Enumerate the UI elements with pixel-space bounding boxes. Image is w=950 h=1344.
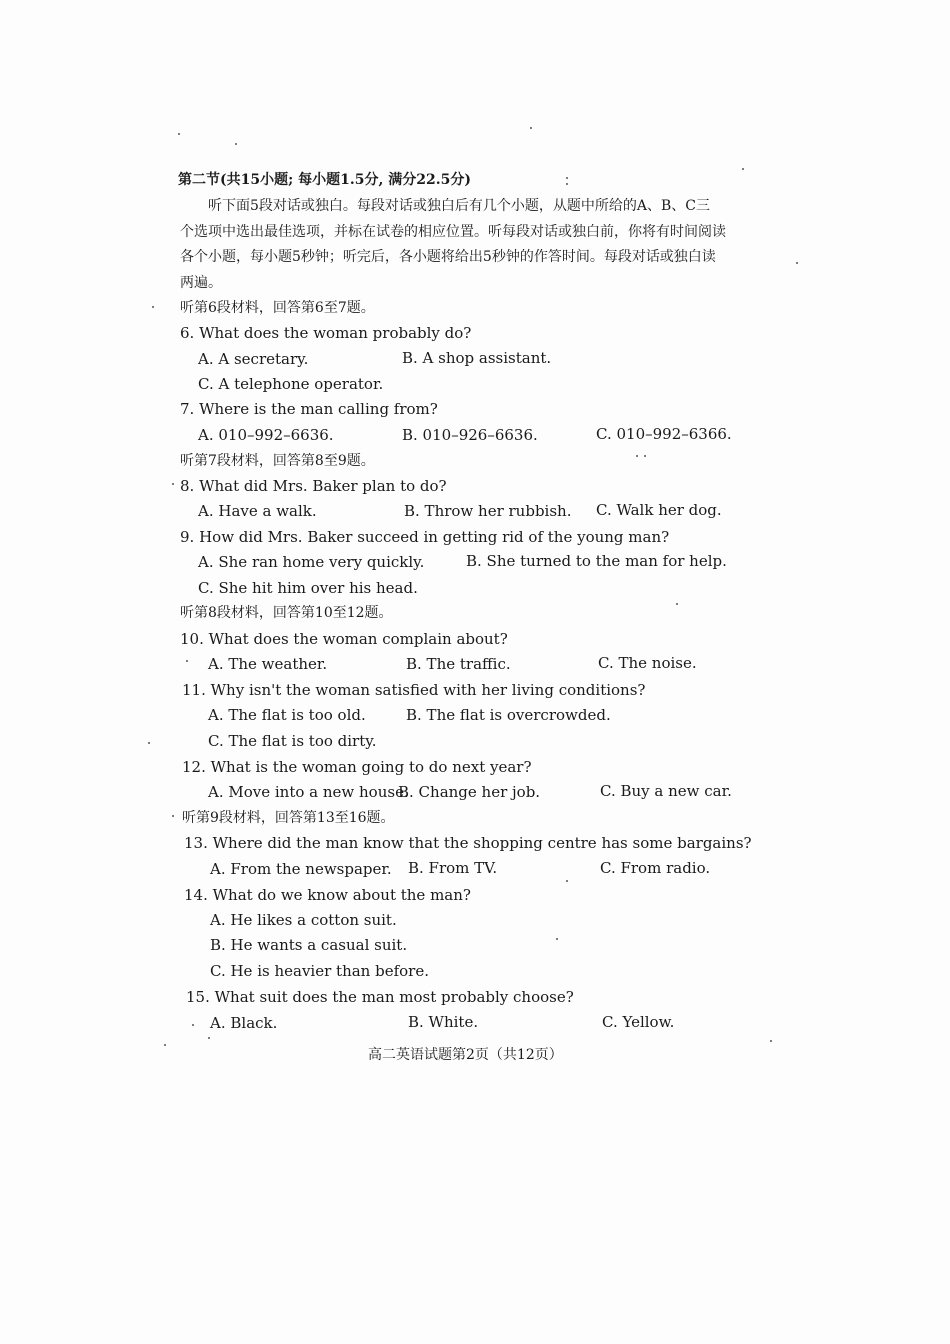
q10-option-a: A. The weather.	[208, 655, 328, 673]
section-heading: 第二节(共15小题; 每小题1.5分, 满分22.5分)	[178, 172, 471, 188]
q7-option-c: C. 010–992–6366.	[596, 425, 732, 443]
question-6: 6. What does the woman probably do?	[180, 324, 472, 342]
question-9: 9. How did Mrs. Baker succeed in getting rid of the young man?	[180, 528, 670, 546]
scan-speck	[566, 880, 568, 882]
q14-option-a: A. He likes a cotton suit.	[210, 911, 397, 929]
page-footer: 高二英语试题第2页（共12页）	[368, 1047, 563, 1063]
q11-option-b: B. The flat is overcrowded.	[406, 706, 611, 724]
scan-speck	[530, 127, 532, 129]
scan-speck	[566, 177, 568, 179]
q8-option-c: C. Walk her dog.	[596, 501, 722, 519]
question-7: 7. Where is the man calling from?	[180, 400, 438, 418]
scan-speck	[636, 455, 638, 457]
scan-speck	[235, 143, 237, 145]
scan-speck	[676, 603, 678, 605]
q13-option-c: C. From radio.	[600, 859, 711, 877]
q7-option-a: A. 010–992–6636.	[198, 426, 334, 444]
scan-speck	[152, 306, 154, 308]
q14-option-c: C. He is heavier than before.	[210, 962, 429, 980]
scan-speck	[796, 262, 798, 264]
q10-option-b: B. The traffic.	[406, 655, 511, 673]
q8-option-a: A. Have a walk.	[198, 502, 317, 520]
question-13: 13. Where did the man know that the shopping centre has some bargains?	[184, 834, 752, 852]
scan-speck	[172, 815, 174, 817]
scan-speck	[148, 742, 150, 744]
q11-option-a: A. The flat is too old.	[208, 706, 366, 724]
question-12: 12. What is the woman going to do next year?	[182, 758, 532, 776]
scan-speck	[770, 1040, 772, 1042]
q12-option-c: C. Buy a new car.	[600, 782, 732, 800]
question-14: 14. What do we know about the man?	[184, 886, 471, 904]
material-6-header: 听第6段材料，回答第6至7题。	[180, 300, 375, 316]
scan-speck	[178, 133, 180, 135]
q14-option-b: B. He wants a casual suit.	[210, 936, 408, 954]
q15-option-a: A. Black.	[210, 1014, 278, 1032]
material-7-header: 听第7段材料，回答第8至9题。	[180, 453, 375, 469]
material-9-header: 听第9段材料，回答第13至16题。	[182, 810, 395, 826]
instruction-line-2: 个选项中选出最佳选项，并标在试卷的相应位置。听每段对话或独白前，你将有时间阅读	[180, 224, 726, 240]
scan-speck	[192, 1024, 194, 1026]
q6-option-c: C. A telephone operator.	[198, 375, 384, 393]
scan-speck	[566, 183, 568, 185]
q8-option-b: B. Throw her rubbish.	[404, 502, 572, 520]
scan-speck	[186, 660, 188, 662]
q11-option-c: C. The flat is too dirty.	[208, 732, 377, 750]
q9-option-b: B. She turned to the man for help.	[466, 552, 727, 570]
instruction-line-4: 两遍。	[180, 275, 222, 291]
q6-option-a: A. A secretary.	[198, 350, 309, 368]
q9-option-c: C. She hit him over his head.	[198, 579, 418, 597]
q9-option-a: A. She ran home very quickly.	[198, 553, 425, 571]
scan-speck	[208, 1037, 210, 1039]
scan-speck	[164, 1044, 166, 1046]
q10-option-c: C. The noise.	[598, 654, 697, 672]
scan-speck	[644, 455, 646, 457]
material-8-header: 听第8段材料，回答第10至12题。	[180, 605, 393, 621]
question-15: 15. What suit does the man most probably choose?	[186, 988, 574, 1006]
q15-option-c: C. Yellow.	[602, 1013, 675, 1031]
scan-speck	[742, 168, 744, 170]
q12-option-a: A. Move into a new house.	[208, 783, 409, 801]
q15-option-b: B. White.	[408, 1013, 479, 1031]
scan-speck	[172, 483, 174, 485]
q13-option-b: B. From TV.	[408, 859, 498, 877]
q7-option-b: B. 010–926–6636.	[402, 426, 538, 444]
instruction-line-3: 各个小题，每小题5秒钟；听完后，各小题将给出5秒钟的作答时间。每段对话或独白读	[180, 249, 716, 265]
scan-speck	[556, 938, 558, 940]
q13-option-a: A. From the newspaper.	[210, 860, 392, 878]
q12-option-b: B. Change her job.	[398, 783, 541, 801]
question-8: 8. What did Mrs. Baker plan to do?	[180, 477, 447, 495]
question-10: 10. What does the woman complain about?	[180, 630, 508, 648]
instruction-line-1: 听下面5段对话或独白。每段对话或独白后有几个小题，从题中所给的A、B、C三	[208, 198, 711, 214]
question-11: 11. Why isn't the woman satisfied with her living conditions?	[182, 681, 646, 699]
q6-option-b: B. A shop assistant.	[402, 349, 552, 367]
